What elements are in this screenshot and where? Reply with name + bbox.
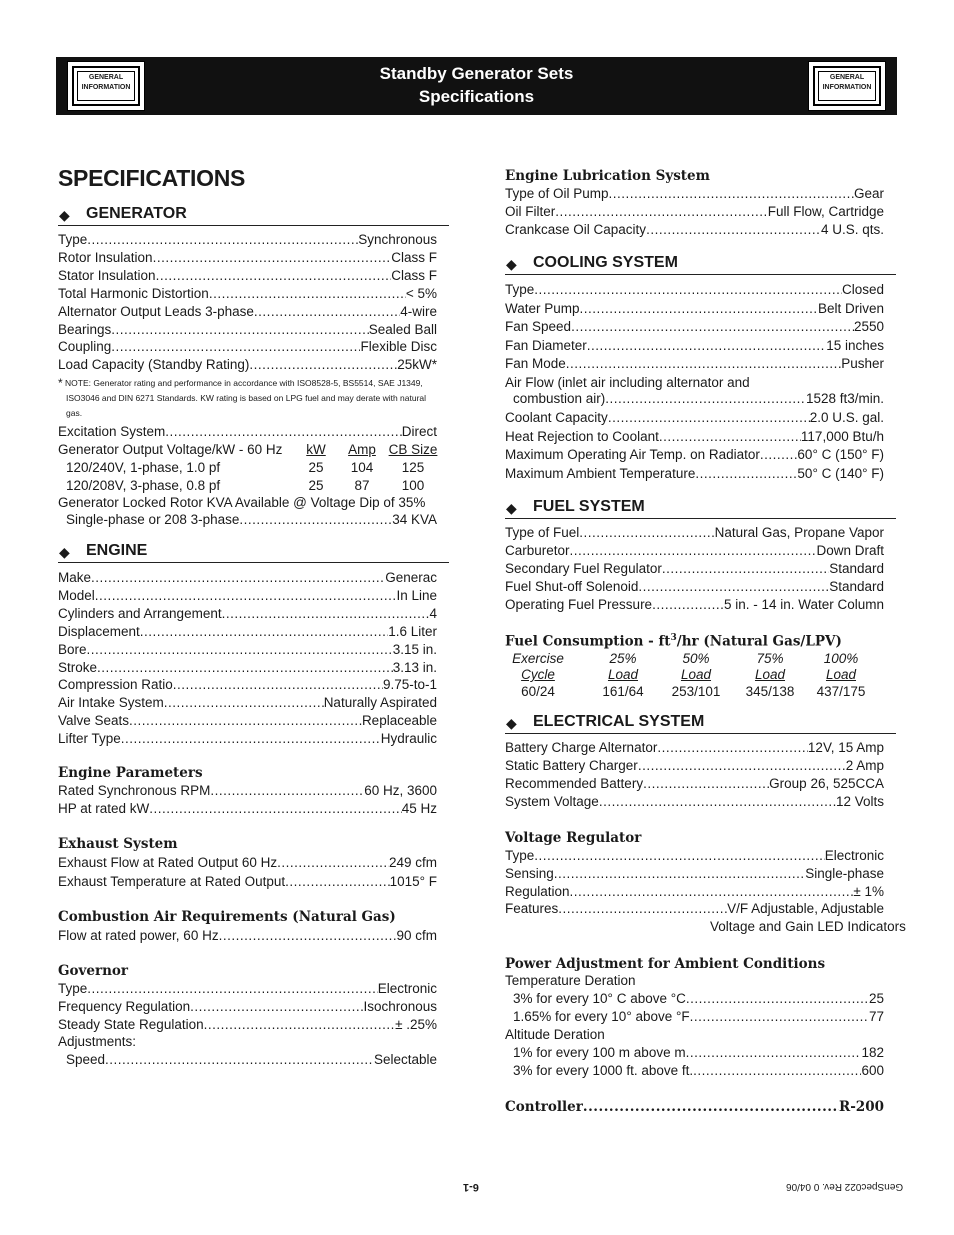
- spec-row: [58, 1016, 437, 1034]
- spec-label: Fan Mode: [505, 356, 566, 372]
- consumption-col-bottom: Load: [680, 667, 712, 682]
- spec-row: [505, 221, 884, 239]
- electrical-section-heading: [505, 712, 896, 734]
- spec-value: < 5%: [405, 285, 437, 301]
- engine-parameters-title: Engine Parameters: [58, 765, 203, 781]
- spec-label: Speed: [66, 1052, 106, 1067]
- voltage-header-kw: kW: [306, 442, 326, 457]
- spec-label: Exhaust Flow at Rated Output 60 Hz: [58, 855, 278, 870]
- spec-row: [505, 203, 884, 221]
- header-title: [56, 62, 897, 108]
- consumption-col-bottom: Load: [607, 667, 639, 682]
- spec-value: 3.15 in.: [392, 641, 437, 657]
- spec-value: Full Flow, Cartridge: [767, 204, 884, 219]
- combustion-air-title: Combustion Air Requirements (Natural Gas): [58, 909, 396, 925]
- spec-label: Regulation: [505, 883, 570, 899]
- section-heading-label: ENGINE: [86, 542, 148, 559]
- spec-label: Bearings: [58, 321, 112, 337]
- spec-label: Rotor Insulation: [58, 249, 153, 265]
- spec-value: Direct: [401, 424, 437, 439]
- spec-value: Group 26, 525CCA: [769, 776, 884, 791]
- spec-value: 117,000 Btu/h: [800, 428, 884, 444]
- spec-label: Water Pump: [505, 300, 580, 316]
- spec-value: 3.13 in.: [392, 659, 437, 675]
- spec-label: Frequency Regulation: [58, 999, 191, 1014]
- airflow-title: Air Flow (inlet air including alternator and: [505, 375, 750, 390]
- diamond-bullet-icon: ◆: [59, 544, 70, 560]
- spec-row: [505, 337, 884, 355]
- consumption-col-top: 25%: [609, 651, 637, 666]
- spec-row: [505, 757, 884, 775]
- spec-label: Maximum Operating Air Temp. on Radiator: [505, 447, 760, 463]
- spec-value: Synchronous: [358, 232, 437, 247]
- badge-line2: INFORMATION: [822, 84, 872, 91]
- consumption-col-top: 100%: [823, 651, 859, 666]
- spec-row: [58, 712, 437, 730]
- locked-rotor-title: Generator Locked Rotor KVA Available @ Voltage Dip of 35%: [58, 495, 426, 510]
- title-part: /hr (Natural Gas/LPV): [676, 633, 842, 650]
- spec-value: 2550: [853, 319, 884, 335]
- spec-label: Type of Fuel: [505, 525, 580, 540]
- spec-value: 249 cfm: [388, 855, 437, 870]
- spec-value: 15 inches: [826, 337, 884, 353]
- spec-value: Naturally Aspirated: [323, 695, 437, 711]
- spec-value: Closed: [841, 282, 884, 297]
- spec-label: Fan Diameter: [505, 337, 587, 353]
- generator-section-heading: [58, 204, 449, 226]
- spec-value: 60 Hz, 3600: [364, 783, 437, 798]
- voltage-header-amp: Amp: [348, 442, 376, 457]
- spec-label: Valve Seats: [58, 713, 130, 729]
- page-title: SPECIFICATIONS: [58, 165, 246, 191]
- header-title-line2: Specifications: [418, 87, 535, 106]
- spec-row: [505, 739, 884, 757]
- lubrication-title: Engine Lubrication System: [505, 168, 710, 184]
- spec-label: Secondary Fuel Regulator: [505, 561, 662, 576]
- voltage-row-label: 120/208V, 3-phase, 0.8 pf: [66, 478, 221, 493]
- badge-line2: INFORMATION: [81, 84, 131, 91]
- consumption-col-value: 345/138: [745, 684, 795, 699]
- note-star: *: [58, 376, 63, 390]
- spec-label: Bore: [58, 641, 87, 657]
- spec-row: [505, 428, 884, 446]
- spec-row: [58, 694, 437, 712]
- voltage-regulator-title: Voltage Regulator: [505, 830, 642, 846]
- spec-value: Class F: [391, 249, 437, 265]
- spec-row: [505, 900, 884, 918]
- spec-row: [58, 356, 437, 374]
- spec-row: [505, 847, 884, 865]
- engine-section-heading: [58, 541, 449, 563]
- governor-title: Governor: [58, 963, 129, 979]
- spec-value: Electronic: [377, 981, 437, 996]
- spec-row: [58, 854, 437, 872]
- spec-label: Static Battery Charger: [505, 758, 638, 773]
- spec-value: 182: [861, 1045, 884, 1060]
- spec-label: Battery Charge Alternator: [505, 740, 658, 755]
- spec-value: 12 Volts: [835, 794, 884, 809]
- spec-label: System Voltage: [505, 794, 599, 809]
- spec-label: Steady State Regulation: [58, 1017, 204, 1032]
- spec-label: 3% for every 1000 ft. above ft.: [513, 1063, 694, 1078]
- spec-row: [58, 730, 437, 748]
- section-heading-label: COOLING SYSTEM: [533, 254, 678, 271]
- spec-label: Alternator Output Leads 3-phase: [58, 303, 254, 319]
- spec-row: [58, 998, 437, 1016]
- spec-row: [505, 300, 884, 318]
- spec-label: Operating Fuel Pressure: [505, 597, 653, 612]
- spec-value: 2 Amp: [845, 758, 884, 773]
- diamond-bullet-icon: ◆: [506, 256, 517, 272]
- spec-label: Features: [505, 901, 559, 917]
- spec-label: Fan Speed: [505, 319, 572, 335]
- spec-value: 50° C (140° F): [797, 465, 884, 481]
- spec-label: Type: [505, 282, 535, 297]
- spec-row: [505, 542, 884, 560]
- spec-label: Type: [58, 981, 88, 996]
- spec-value: Replaceable: [361, 713, 437, 729]
- spec-label: Oil Filter: [505, 204, 556, 219]
- spec-value: Standard: [829, 561, 884, 576]
- consumption-col-bottom: Load: [825, 667, 857, 682]
- temperature-deration-label: Temperature Deration: [505, 973, 636, 988]
- spec-row: [505, 355, 884, 373]
- generator-rating-note: [58, 376, 453, 421]
- spec-label: Type of Oil Pump: [505, 186, 609, 201]
- spec-row: [505, 281, 884, 299]
- voltage-cell: 125: [401, 460, 425, 475]
- spec-label: Load Capacity (Standby Rating): [58, 357, 250, 373]
- spec-row: [66, 511, 437, 529]
- spec-label: Carburetor: [505, 543, 570, 558]
- consumption-col-top: 75%: [756, 651, 784, 666]
- spec-value: 4-wire: [400, 303, 437, 319]
- spec-row: [505, 446, 884, 464]
- consumption-col-value: 60/24: [521, 684, 555, 699]
- consumption-col-top: 50%: [682, 651, 710, 666]
- note-line: ISO3046 and DIN 6271 Standards. KW rating is based on LPG fuel and may derate with natural: [66, 393, 427, 403]
- spec-label: Lifter Type: [58, 731, 121, 747]
- spec-value: Isochronous: [363, 999, 437, 1014]
- title-part: Fuel Consumption - ft: [505, 633, 671, 650]
- voltage-cell: 100: [401, 478, 425, 493]
- spec-row: [505, 596, 884, 614]
- spec-label: 1.65% for every 10° above °F: [513, 1009, 690, 1024]
- spec-row: [58, 338, 437, 356]
- spec-value: Generac: [385, 570, 437, 585]
- spec-label: 3% for every 10° C above °C: [513, 991, 686, 1006]
- spec-value: 34 KVA: [392, 512, 437, 527]
- voltage-cell: 25: [308, 478, 324, 493]
- spec-row: [58, 321, 437, 339]
- exhaust-system-title: Exhaust System: [58, 836, 178, 852]
- spec-value: 5 in. - 14 in. Water Column: [723, 597, 884, 612]
- spec-row: [58, 249, 437, 267]
- badge-line1: GENERAL: [829, 74, 865, 81]
- spec-row: [505, 524, 884, 542]
- spec-value: Natural Gas, Propane Vapor: [714, 525, 884, 540]
- spec-row: [513, 1062, 884, 1080]
- spec-value: 600: [861, 1063, 884, 1078]
- badge-line1: GENERAL: [88, 74, 124, 81]
- spec-row: [58, 641, 437, 659]
- section-heading-label: GENERATOR: [86, 205, 187, 222]
- spec-label: Displacement: [58, 623, 140, 639]
- spec-label: Coolant Capacity: [505, 410, 608, 425]
- spec-row: [505, 185, 884, 203]
- spec-value: 2.0 U.S. gal.: [809, 410, 884, 425]
- spec-row: [58, 676, 437, 694]
- spec-row: [513, 1008, 884, 1026]
- controller-row: [505, 1098, 884, 1116]
- note-line: gas.: [66, 408, 83, 418]
- spec-value: Electronic: [824, 848, 884, 863]
- spec-row: [58, 423, 437, 441]
- spec-label: Maximum Ambient Temperature: [505, 465, 696, 481]
- voltage-cell: 104: [350, 460, 374, 475]
- spec-row: [58, 267, 437, 285]
- spec-label: Exhaust Temperature at Rated Output: [58, 874, 286, 889]
- spec-value: ± 1%: [853, 883, 884, 899]
- spec-row: [58, 231, 437, 249]
- spec-row: [58, 980, 437, 998]
- spec-label: Total Harmonic Distortion: [58, 285, 209, 301]
- spec-row: [505, 883, 884, 901]
- spec-value: 1015° F: [389, 874, 437, 889]
- spec-label: Crankcase Oil Capacity: [505, 222, 647, 237]
- fuel-consumption-title: [505, 633, 842, 650]
- spec-row: [505, 865, 884, 883]
- spec-value: 60° C (150° F): [797, 447, 884, 463]
- power-adjustment-title: Power Adjustment for Ambient Conditions: [505, 956, 826, 972]
- title-sup: 3: [670, 633, 677, 643]
- altitude-deration-label: Altitude Deration: [505, 1027, 605, 1042]
- voltage-table-title: Generator Output Voltage/kW - 60 Hz: [58, 442, 283, 457]
- spec-label: Fuel Shut-off Solenoid: [505, 579, 639, 594]
- features-line2: Voltage and Gain LED Indicators: [710, 919, 906, 934]
- spec-label: HP at rated kW: [58, 801, 150, 816]
- spec-value: R-200: [838, 1099, 884, 1115]
- spec-row: [58, 587, 437, 605]
- spec-label: Cylinders and Arrangement: [58, 605, 222, 621]
- general-information-badge: [808, 61, 886, 111]
- consumption-col-top: Exercise: [512, 651, 564, 666]
- spec-row: [505, 775, 884, 793]
- spec-row: [58, 782, 437, 800]
- spec-row: [66, 1051, 437, 1069]
- spec-row: [513, 990, 884, 1008]
- page-number: 6-1: [463, 1181, 479, 1193]
- spec-row: [58, 285, 437, 303]
- spec-row: [58, 800, 437, 818]
- spec-value: 77: [868, 1009, 884, 1024]
- spec-value: In Line: [396, 587, 437, 603]
- spec-label: Controller: [505, 1099, 583, 1115]
- voltage-row-label: 120/240V, 1-phase, 1.0 pf: [66, 460, 221, 475]
- consumption-col-value: 253/101: [671, 684, 721, 699]
- spec-row: [58, 605, 437, 623]
- cooling-section-heading: [505, 253, 896, 275]
- spec-row: [58, 623, 437, 641]
- spec-label: Rated Synchronous RPM: [58, 783, 211, 798]
- page-header: [56, 57, 897, 115]
- note-line: NOTE: Generator rating and performance in accordance with ISO8528-5, BS5514, SAE J1349,: [65, 378, 423, 388]
- spec-row: [58, 659, 437, 677]
- spec-label: Air Intake System: [58, 695, 164, 711]
- spec-row: [513, 1044, 884, 1062]
- spec-value: 25: [868, 991, 884, 1006]
- spec-row: [505, 578, 884, 596]
- header-title-line1: Standby Generator Sets: [379, 64, 574, 83]
- consumption-col-bottom: Cycle: [521, 667, 555, 682]
- spec-value: 9.75-to-1: [382, 677, 437, 693]
- diamond-bullet-icon: ◆: [506, 500, 517, 516]
- spec-row: [505, 465, 884, 483]
- consumption-col-value: 437/175: [816, 684, 866, 699]
- spec-value: Standard: [829, 579, 884, 594]
- spec-label: Model: [58, 587, 95, 603]
- spec-row: [505, 318, 884, 336]
- spec-value: Single-phase: [805, 865, 884, 881]
- diamond-bullet-icon: ◆: [59, 207, 70, 223]
- diamond-bullet-icon: ◆: [506, 715, 517, 731]
- consumption-col-bottom: Load: [754, 667, 786, 682]
- spec-label: Compression Ratio: [58, 677, 173, 693]
- spec-value: Belt Driven: [817, 300, 884, 316]
- spec-value: 1.6 Liter: [388, 623, 437, 639]
- spec-label: Recommended Battery: [505, 776, 644, 791]
- consumption-col-value: 161/64: [602, 684, 644, 699]
- adjustments-label: Adjustments:: [58, 1034, 137, 1049]
- spec-row: [505, 409, 884, 427]
- spec-value: V/F Adjustable, Adjustable: [727, 901, 884, 917]
- spec-value: Down Draft: [816, 543, 884, 558]
- document-code: GenSpec022 Rev. 0 04/06: [786, 1181, 904, 1192]
- spec-value: 4 U.S. qts.: [820, 222, 884, 237]
- spec-label: combustion air): [513, 391, 606, 406]
- spec-label: 1% for every 100 m above m: [513, 1045, 686, 1060]
- spec-label: Excitation System: [58, 424, 166, 439]
- spec-label: Type: [505, 848, 535, 863]
- spec-label: Sensing: [505, 865, 554, 881]
- spec-row: [58, 927, 437, 945]
- spec-row: [58, 569, 437, 587]
- spec-row: [505, 793, 884, 811]
- spec-value: Pusher: [841, 356, 884, 372]
- spec-row: [58, 873, 437, 891]
- spec-row: [505, 560, 884, 578]
- spec-label: Flow at rated power, 60 Hz: [58, 928, 219, 943]
- spec-label: Make: [58, 570, 92, 585]
- spec-value: ± .25%: [395, 1017, 437, 1032]
- spec-label: Stroke: [58, 659, 98, 675]
- section-heading-label: FUEL SYSTEM: [533, 498, 645, 515]
- spec-label: Stator Insulation: [58, 267, 156, 283]
- spec-value: 45 Hz: [401, 801, 437, 816]
- spec-value: Gear: [853, 186, 884, 201]
- spec-row: [58, 303, 437, 321]
- spec-row: [513, 390, 884, 408]
- spec-value: Hydraulic: [380, 731, 437, 747]
- spec-value: 25kW*: [397, 357, 437, 373]
- spec-value: Selectable: [373, 1052, 437, 1067]
- spec-value: 90 cfm: [396, 928, 437, 943]
- spec-value: Flexible Disc: [360, 339, 437, 355]
- spec-value: Sealed Ball: [368, 321, 437, 337]
- spec-value: 1528 ft3/min.: [805, 391, 884, 406]
- spec-label: Coupling: [58, 339, 112, 355]
- spec-value: Class F: [391, 267, 437, 283]
- voltage-cell: 87: [354, 478, 370, 493]
- fuel-section-heading: [505, 497, 896, 519]
- voltage-cell: 25: [308, 460, 324, 475]
- spec-label: Heat Rejection to Coolant: [505, 428, 659, 444]
- spec-label: Single-phase or 208 3-phase: [66, 512, 240, 527]
- spec-value: 4: [429, 605, 437, 621]
- section-heading-label: ELECTRICAL SYSTEM: [533, 713, 705, 730]
- voltage-header-cb-size: CB Size: [388, 442, 438, 457]
- spec-value: 12V, 15 Amp: [807, 740, 884, 755]
- spec-label: Type: [58, 232, 88, 247]
